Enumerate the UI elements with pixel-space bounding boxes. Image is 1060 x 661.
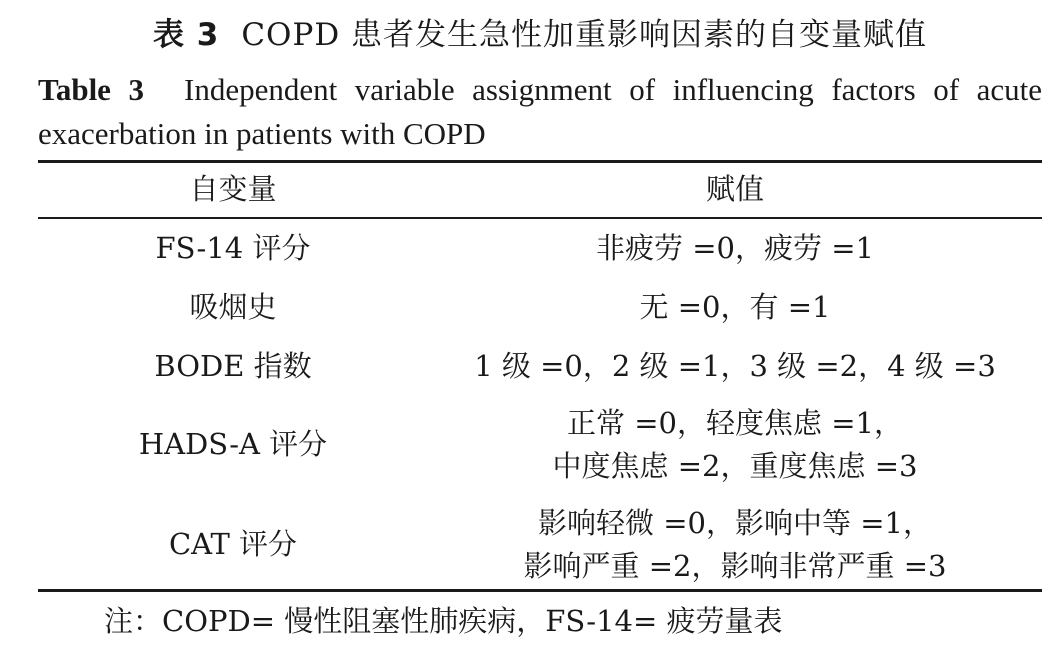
row-variable-fs14: FS-14 评分: [155, 231, 311, 265]
table-title-english-text: Independent variable assignment of influencing factors of acute exacerbation in patients with COPD: [38, 72, 1042, 151]
row-variable-cat: CAT 评分: [168, 527, 298, 561]
row-assignment-bode: 1 级 =0，2 级 =1，3 级 =2，4 级 =3: [474, 349, 996, 383]
row-variable-hads: HADS-A 评分: [138, 427, 328, 461]
row-assignment-fs14: 非疲劳 =0，疲劳 =1: [596, 231, 874, 265]
row-variable-bode: BODE 指数: [154, 349, 312, 383]
table-title-english: [38, 68, 1042, 156]
table-number-english: Table 3: [38, 72, 145, 107]
row-assignment-cat-line1: 影响轻微 =0，影响中等 =1，: [538, 506, 932, 540]
row-assignment-cat-line2: 影响严重 =2，影响非常严重 =3: [523, 549, 947, 583]
header-variable: 自变量: [189, 172, 277, 206]
table-document: [38, 0, 1042, 661]
table-footnote: 注：COPD= 慢性阻塞性肺疾病，FS-14= 疲劳量表: [104, 604, 783, 638]
table-number-chinese: 表 3: [152, 17, 220, 53]
row-variable-smoking: 吸烟史: [189, 290, 277, 324]
header-assignment: 赋值: [705, 172, 764, 206]
row-assignment-smoking: 无 =0，有 =1: [639, 290, 831, 324]
table-header-rule: [38, 217, 1042, 219]
table-title-chinese: [38, 14, 1042, 56]
row-assignment-hads-line1: 正常 =0，轻度焦虑 =1，: [567, 406, 903, 440]
table-bottom-rule: [38, 589, 1042, 592]
table-title-chinese-text: COPD 患者发生急性加重影响因素的自变量赋值: [241, 17, 928, 53]
table-top-rule: [38, 160, 1042, 163]
row-assignment-hads-line2: 中度焦虑 =2，重度焦虑 =3: [552, 449, 918, 483]
